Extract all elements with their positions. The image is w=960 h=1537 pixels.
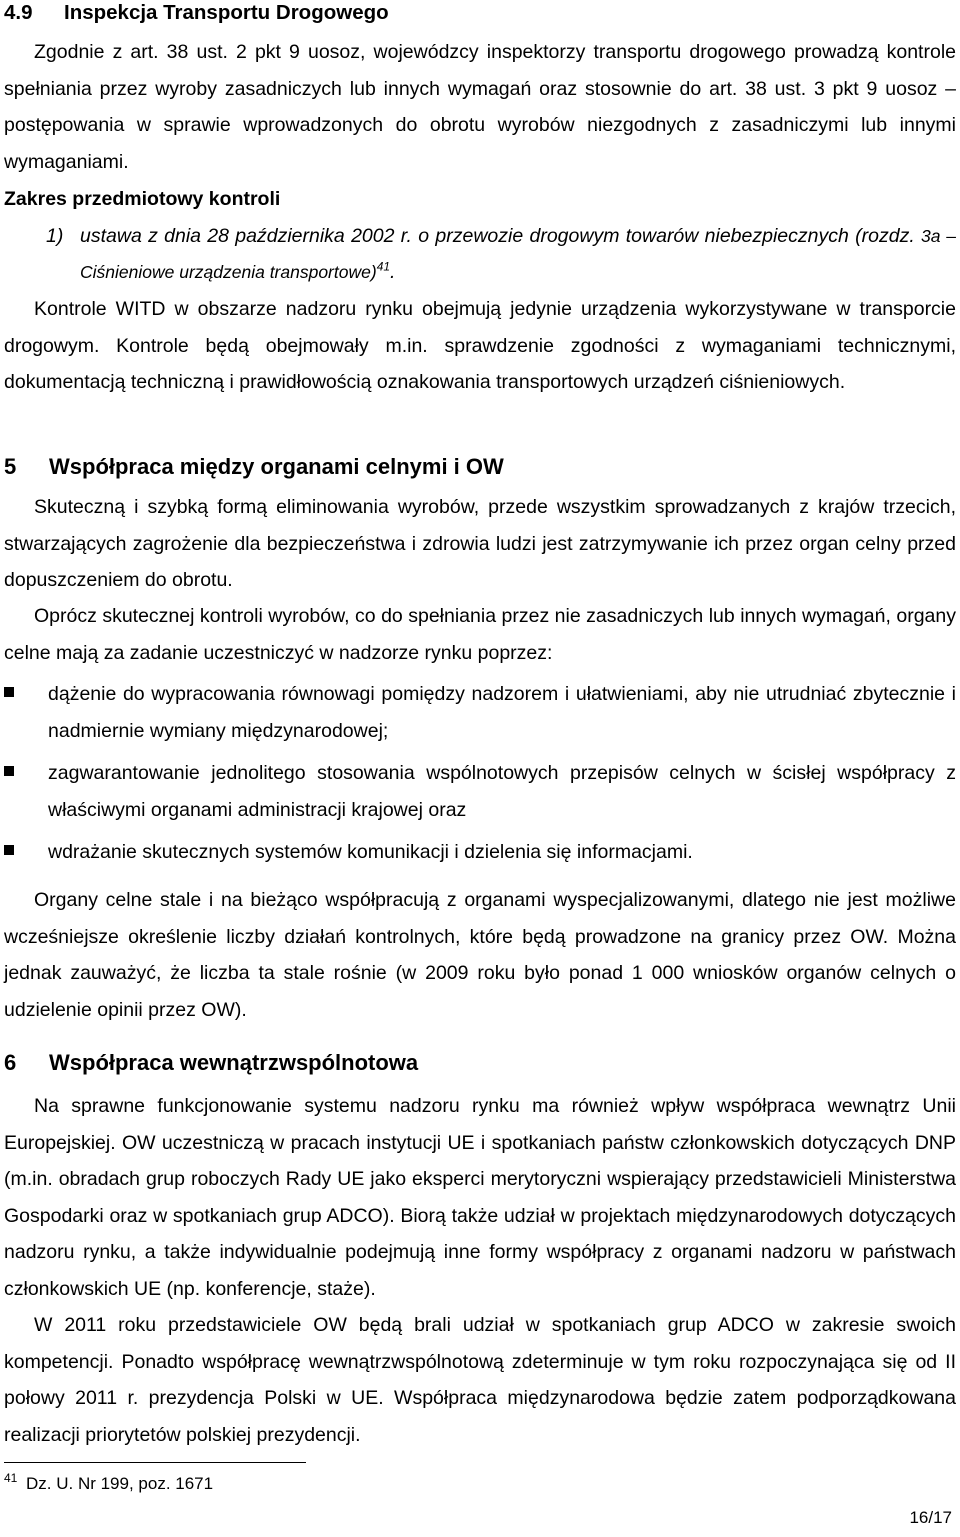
- footnote-separator: [4, 1462, 306, 1463]
- section-heading-6: [4, 1049, 418, 1077]
- list-item-chapter-text: 3a – Ciśnieniowe urządzenia transportowe): [80, 226, 956, 282]
- bullet-text: zagwarantowanie jednolitego stosowania wspólnotowych przepisów celnych w ścisłej współpracy z właściwymi organami administracji krajowej oraz: [48, 762, 956, 821]
- section-title: Współpraca wewnątrzwspólnotowa: [49, 1050, 419, 1075]
- bullet-text: wdrażanie skutecznych systemów komunikacji i dzielenia się informacjami.: [48, 841, 693, 863]
- footnote-ref: 41: [376, 259, 391, 274]
- footnote-text: Dz. U. Nr 199, poz. 1671: [26, 1474, 214, 1493]
- list-item-end: .: [390, 261, 396, 283]
- bullet-text: dążenie do wypracowania równowagi pomiędzy nadzorem i ułatwieniami, aby nie utrudniać zbytecznie i nadmiernie wymiany międzynarodowej;: [48, 683, 956, 742]
- square-bullet-icon: [4, 687, 14, 697]
- footnote: $^{41}$ Dz. U. Nr 199, poz. 1671: [4, 1471, 214, 1493]
- section-title: Inspekcja Transportu Drogowego: [64, 1, 389, 24]
- list-item-number: 1): [46, 225, 64, 247]
- section-heading-4-9: [4, 0, 389, 26]
- square-bullet-icon: [4, 766, 14, 776]
- section-title: Współpraca między organami celnymi i OW: [49, 454, 504, 479]
- paragraph-customs-3: Organy celne stale i na bieżąco współpracują z organami wyspecjalizowanymi, dlatego nie jest możliwe wcześniejsze określenie liczby działań kontrolnych, które będą prowadzone na granicy przez OW. Można jednak zauważyć, że liczba ta stale rośnie (w 2009 roku było ponad 1 000 wniosków organów celnych o udzielenie opinii przez OW).: [4, 889, 956, 1021]
- list-item-text: [80, 218, 956, 290]
- paragraph-customs-2: Oprócz skutecznej kontroli wyrobów, co do spełniania przez nie zasadniczych lub innych wymagań, organy celne mają za zadanie uczestniczyć w nadzorze rynku poprzez:: [4, 605, 956, 664]
- paragraph-witd-intro: Zgodnie z art. 38 ust. 2 pkt 9 uosoz, wojewódzcy inspektorzy transportu drogowego prowadzą kontrole spełniania przez wyroby zasadniczych lub innych wymagań oraz stosownie do art. 38 ust. 3 pkt 9 uosoz – postępowania w sprawie wprowadzonych do obrotu wyrobów niezgodnych z zasadniczymi lub innymi wymaganiami.: [4, 41, 956, 173]
- section-number: 6: [4, 1050, 17, 1075]
- page-number: 16/17: [909, 1508, 952, 1527]
- paragraph-witd-scope: Kontrole WITD w obszarze nadzoru rynku obejmują jedynie urządzenia wykorzystywane w transporcie drogowym. Kontrole będą obejmowały m.in. sprawdzenie zgodności z wymaganiami technicznymi, dokumentacją techniczną i prawidłowością oznakowania transportowych urządzeń ciśnieniowych.: [4, 298, 956, 393]
- paragraph-eu-1: Na sprawne funkcjonowanie systemu nadzoru rynku ma również wpływ współpraca wewnątrz Unii Europejskiej. OW uczestniczą w pracach instytucji UE i spotkaniach państw członkowskich dotyczących DNP (m.in. obradach grup roboczych Rady UE jako eksperci merytoryczni wspierający przedstawicieli Ministerstwa Gospodarki oraz w spotkaniach grup ADCO). Biorą także udział w projektach międzynarodowych dotyczących nadzoru rynku, a także indywidualnie podejmują inne formy współpracy z organami nadzoru w państwach członkowskich UE (np. konferencje, staże).: [4, 1095, 956, 1300]
- paragraph-eu-2: W 2011 roku przedstawiciele OW będą brali udział w spotkaniach grup ADCO w zakresie swoich kompetencji. Ponadto współpracę wewnątrzwspólnotową zdeterminuje w tym roku rozpoczynająca się od II połowy 2011 r. prezydencja Polski w UE. Współpraca międzynarodowa będzie zatem podporządkowana realizacji priorytetów polskiej prezydencji.: [4, 1314, 956, 1446]
- list-item-main-text: ustawa z dnia 28 października 2002 r. o przewozie drogowym towarów niebezpiecznych (rozdz.: [80, 225, 915, 247]
- section-heading-5: [4, 453, 504, 481]
- section-number: 4.9: [4, 1, 33, 24]
- section-number: 5: [4, 454, 17, 479]
- scope-heading: Zakres przedmiotowy kontroli: [4, 188, 281, 210]
- paragraph-customs-1: Skuteczną i szybką formą eliminowania wyrobów, przede wszystkim sprowadzanych z krajów trzecich, stwarzających zagrożenie dla bezpieczeństwa i zdrowia ludzi jest zatrzymywanie ich przez organ celny przed dopuszczeniem do obrotu.: [4, 496, 956, 591]
- square-bullet-icon: [4, 845, 14, 855]
